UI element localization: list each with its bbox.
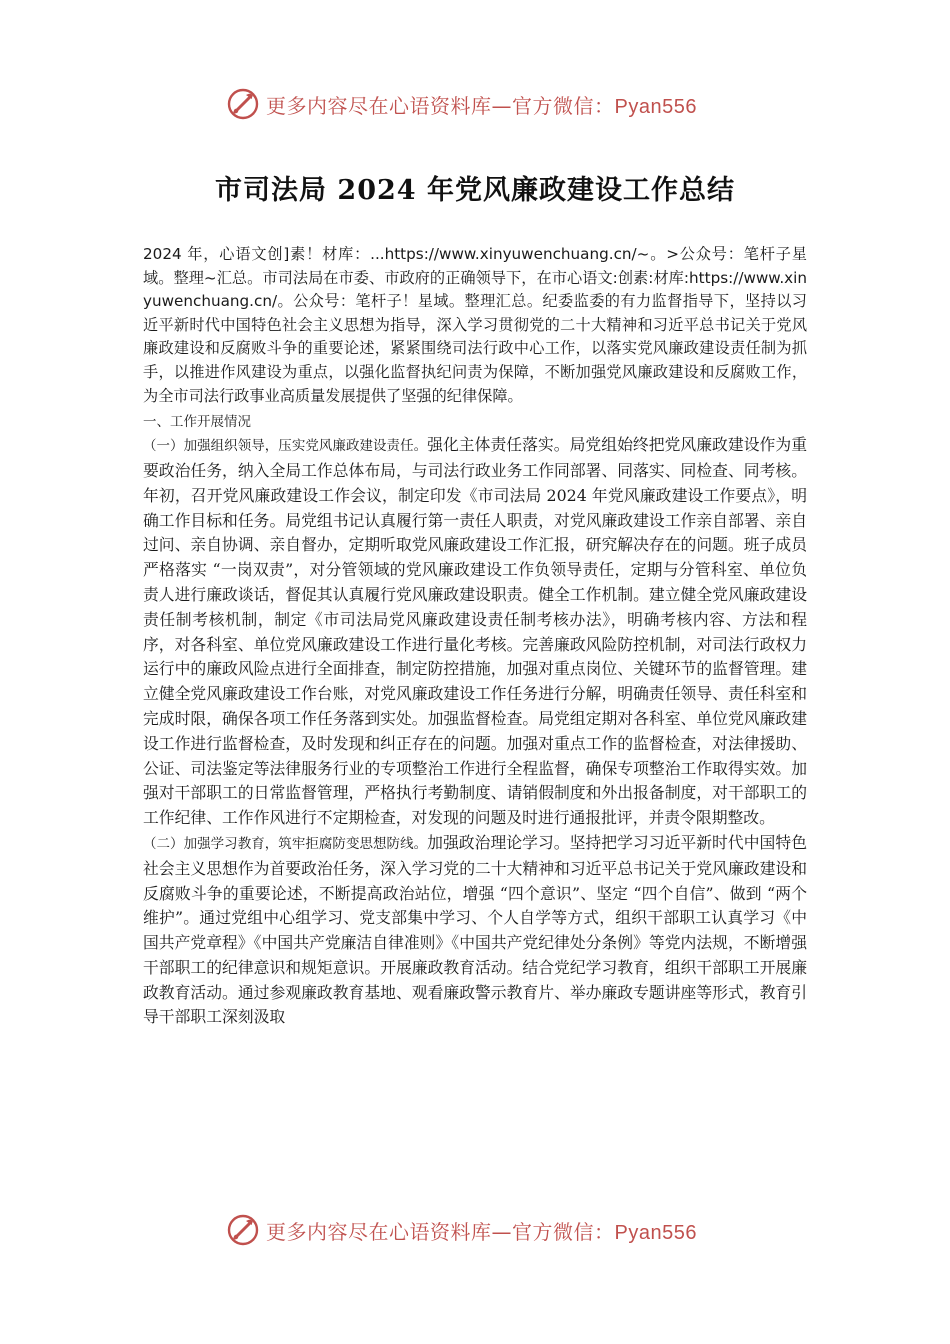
section-heading: 一、工作开展情况 bbox=[143, 414, 251, 431]
subsection-1-paragraph bbox=[143, 433, 807, 831]
subsection-2-heading: （二）加强学习教育，筑牢拒腐防变思想防线。 bbox=[143, 835, 428, 852]
document-body bbox=[143, 243, 807, 1030]
watermark-label: 更多内容尽在心语资料库—官方微信： bbox=[266, 1219, 615, 1244]
subsection-2-body: 加强政治理论学习。坚持把学习习近平新时代中国特色社会主义思想作为首要政治任务，深入学习党的二十大精神和习近平总书记关于党风廉政建设和反腐败斗争的重要论述，不断提高政治站位，增强 “四个意识”、坚定 “四个自信”、做到 “两个维护”。通过党组中心组学习、党支部集中学习、个人自学等方式，组织干部职工认真学习《中国共产党章程》《中国共产党廉洁自律准则》《中国共产党纪律处分条例》等党内法规，不断增强干部职工的纪律意识和规矩意识。开展廉政教育活动。结合党纪学习教育，组织干部职工开展廉政教育活动。通过参观廉政教育基地、观看廉政警示教育片、举办廉政专题讲座等形式，教育引导干部职工深刻汲取 bbox=[143, 832, 807, 1027]
watermark-wechat-id: Pyan556 bbox=[614, 95, 697, 118]
brush-logo-icon bbox=[226, 1213, 260, 1247]
watermark-text bbox=[266, 90, 697, 119]
watermark-text bbox=[266, 1216, 697, 1245]
watermark-banner-top bbox=[226, 84, 697, 124]
intro-paragraph: 2024 年，心语文创]素！材库：...https://www.xinyuwenchuang.cn/~。>公众号：笔杆子星域。整理~汇总。市司法局在市委、市政府的正确领导下，在市心语文:创素:材库:https://www.xinyuwenchuang.cn/。公众号：笔杆子！星域。整理汇总。纪委监委的有力监督指导下，坚持以习近平新时代中国特色社会主义思想为指导，深入学习贯彻党的二十大精神和习近平总书记关于党风廉政建设和反腐败斗争的重要论述，紧紧围绕司法行政中心工作，以落实党风廉政建设责任制为抓手，以推进作风建设为重点，以强化监督执纪问责为保障，不断加强党风廉政建设和反腐败工作，为全市司法行政事业高质量发展提供了坚强的纪律保障。 bbox=[143, 245, 807, 405]
watermark-wechat-id: Pyan556 bbox=[614, 1221, 697, 1244]
subsection-1-body: 强化主体责任落实。局党组始终把党风廉政建设作为重要政治任务，纳入全局工作总体布局，与司法行政业务工作同部署、同落实、同检查、同考核。年初，召开党风廉政建设工作会议，制定印发《市司法局 2024 年党风廉政建设工作要点》，明确工作目标和任务。局党组书记认真履行第一责任人职责，对党风廉政建设工作亲自部署、亲自过问、亲自协调、亲自督办，定期听取党风廉政建设工作汇报，研究解决存在的问题。班子成员严格落实 “一岗双责”，对分管领域的党风廉政建设工作负领导责任，定期与分管科室、单位负责人进行廉政谈话，督促其认真履行党风廉政建设职责。健全工作机制。建立健全党风廉政建设责任制考核机制，制定《市司法局党风廉政建设责任制考核办法》，明确考核内容、方法和程序，对各科室、单位党风廉政建设工作进行量化考核。完善廉政风险防控机制，对司法行政权力运行中的廉政风险点进行全面排查，制定防控措施，加强对重点岗位、关键环节的监督管理。建立健全党风廉政建设工作台账，对党风廉政建设工作任务进行分解，明确责任领导、责任科室和完成时限，确保各项工作任务落到实处。加强监督检查。局党组定期对各科室、单位党风廉政建设工作进行监督检查，及时发现和纠正存在的问题。加强对重点工作的监督检查，对法律援助、公证、司法鉴定等法律服务行业的专项整治工作进行全程监督，确保专项整治工作取得实效。加强对干部职工的日常监督管理，严格执行考勤制度、请销假制度和外出报备制度，对干部职工的工作纪律、工作作风进行不定期检查，对发现的问题及时进行通报批评，并责令限期整改。 bbox=[143, 435, 807, 828]
watermark-banner-bottom bbox=[226, 1210, 697, 1250]
watermark-label: 更多内容尽在心语资料库—官方微信： bbox=[266, 93, 615, 118]
subsection-1-heading: （一）加强组织领导，压实党风廉政建设责任。 bbox=[143, 438, 428, 455]
subsection-2-paragraph bbox=[143, 831, 807, 1030]
document-title: 市司法局 2024 年党风廉政建设工作总结 bbox=[215, 175, 735, 207]
brush-logo-icon bbox=[226, 87, 260, 121]
